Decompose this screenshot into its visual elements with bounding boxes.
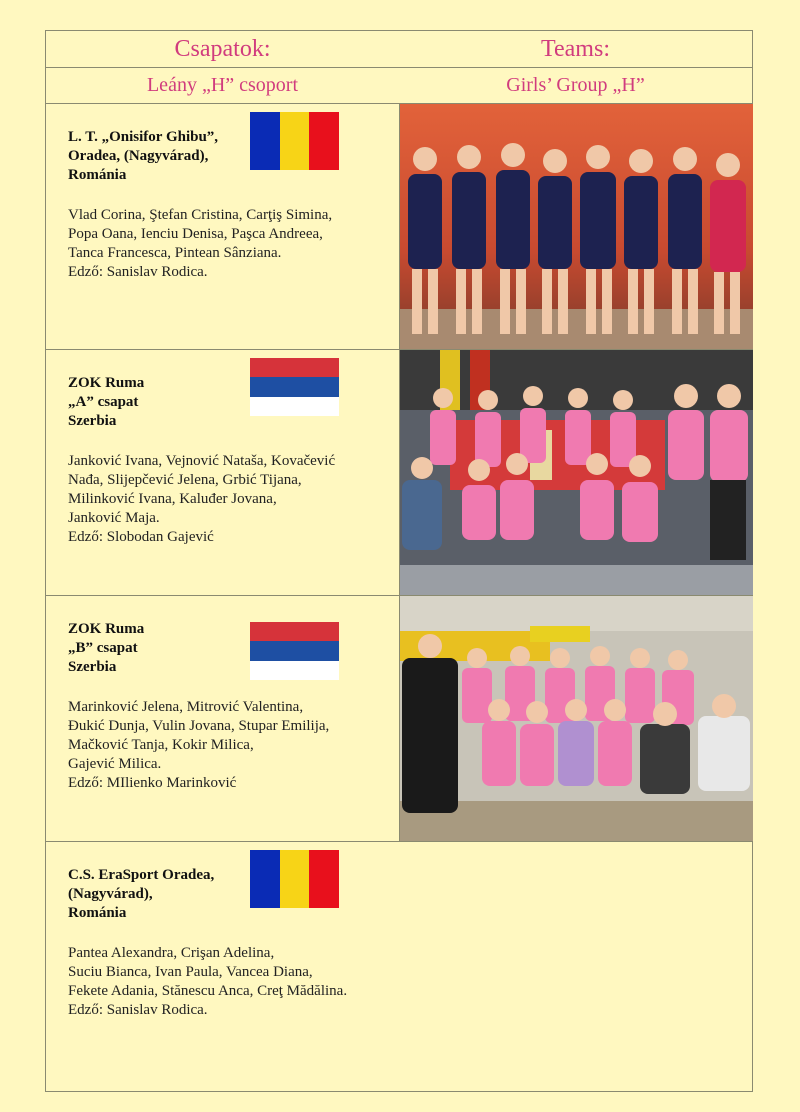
team-photo (400, 104, 753, 349)
member-line: Fekete Adania, Stănescu Anca, Creţ Mădălina. (68, 983, 348, 999)
header-right-title: Teams: (541, 36, 610, 62)
team-title-line: (Nagyvárad), (68, 886, 153, 902)
team-photo (400, 350, 753, 595)
romania-flag-icon (250, 850, 339, 908)
team-card (45, 350, 753, 596)
member-line: Suciu Bianca, Ivan Paula, Vancea Diana, (68, 964, 313, 980)
team-title-line: Szerbia (68, 659, 117, 675)
member-line: Popa Oana, Ienciu Denisa, Paşca Andreea, (68, 226, 323, 242)
team-members (68, 452, 398, 547)
header-left-group: Leány „H” csoport (146, 74, 299, 96)
team-title (68, 866, 243, 923)
team-title-line: ZOK Ruma (68, 375, 145, 391)
team-title-line: Szerbia (68, 413, 117, 429)
member-line: Janković Maja. (68, 510, 160, 526)
team-title-line: Románia (68, 905, 127, 921)
serbia-flag-icon (250, 622, 339, 680)
member-line: Gajević Milica. (68, 756, 162, 772)
team-members (68, 944, 398, 1020)
team-info (45, 596, 400, 841)
team-title-line: Románia (68, 167, 127, 183)
member-line: Tanca Francesca, Pintean Sânziana. (68, 245, 282, 261)
member-line: Đukić Dunja, Vulin Jovana, Stupar Emilija, (68, 718, 330, 734)
team-title (68, 128, 243, 185)
team-card (45, 596, 753, 842)
member-line: Nađa, Slijepčević Jelena, Grbić Tijana, (68, 472, 302, 488)
team-info (45, 104, 400, 349)
romania-flag-icon (250, 112, 339, 170)
member-line: Janković Ivana, Vejnović Nataša, Kovačević (68, 453, 336, 469)
team-info (45, 842, 400, 1092)
team-title (68, 620, 243, 677)
header-left-title: Csapatok: (174, 36, 271, 62)
team-title-line: „B” csapat (68, 640, 138, 656)
header-titles (45, 30, 753, 68)
team-title-line: „A” csapat (68, 394, 139, 410)
team-title-line: ZOK Ruma (68, 621, 145, 637)
coach-line: Edző: Slobodan Gajević (68, 529, 214, 545)
team-info (45, 350, 400, 595)
coach-line: Edző: MIlienko Marinković (68, 775, 237, 791)
coach-line: Edző: Sanislav Rodica. (68, 264, 208, 280)
member-line: Pantea Alexandra, Crişan Adelina, (68, 945, 275, 961)
member-line: Mačković Tanja, Kokir Milica, (68, 737, 254, 753)
header-right-group: Girls’ Group „H” (506, 74, 645, 96)
team-members (68, 698, 398, 793)
coach-line: Edző: Sanislav Rodica. (68, 1002, 208, 1018)
team-members (68, 206, 398, 282)
serbia-flag-icon (250, 358, 339, 416)
member-line: Marinković Jelena, Mitrović Valentina, (68, 699, 304, 715)
member-line: Milinković Ivana, Kaluđer Jovana, (68, 491, 277, 507)
team-photo (400, 596, 753, 841)
member-line: Vlad Corina, Ştefan Cristina, Carţiş Simina, (68, 207, 333, 223)
team-title-line: Oradea, (Nagyvárad), (68, 148, 209, 164)
team-card (45, 104, 753, 350)
header-groups (45, 67, 753, 104)
team-title-line: L. T. „Onisifor Ghibu”, (68, 129, 219, 145)
team-title (68, 374, 243, 431)
team-card (45, 842, 753, 1092)
team-title-line: C.S. EraSport Oradea, (68, 867, 215, 883)
